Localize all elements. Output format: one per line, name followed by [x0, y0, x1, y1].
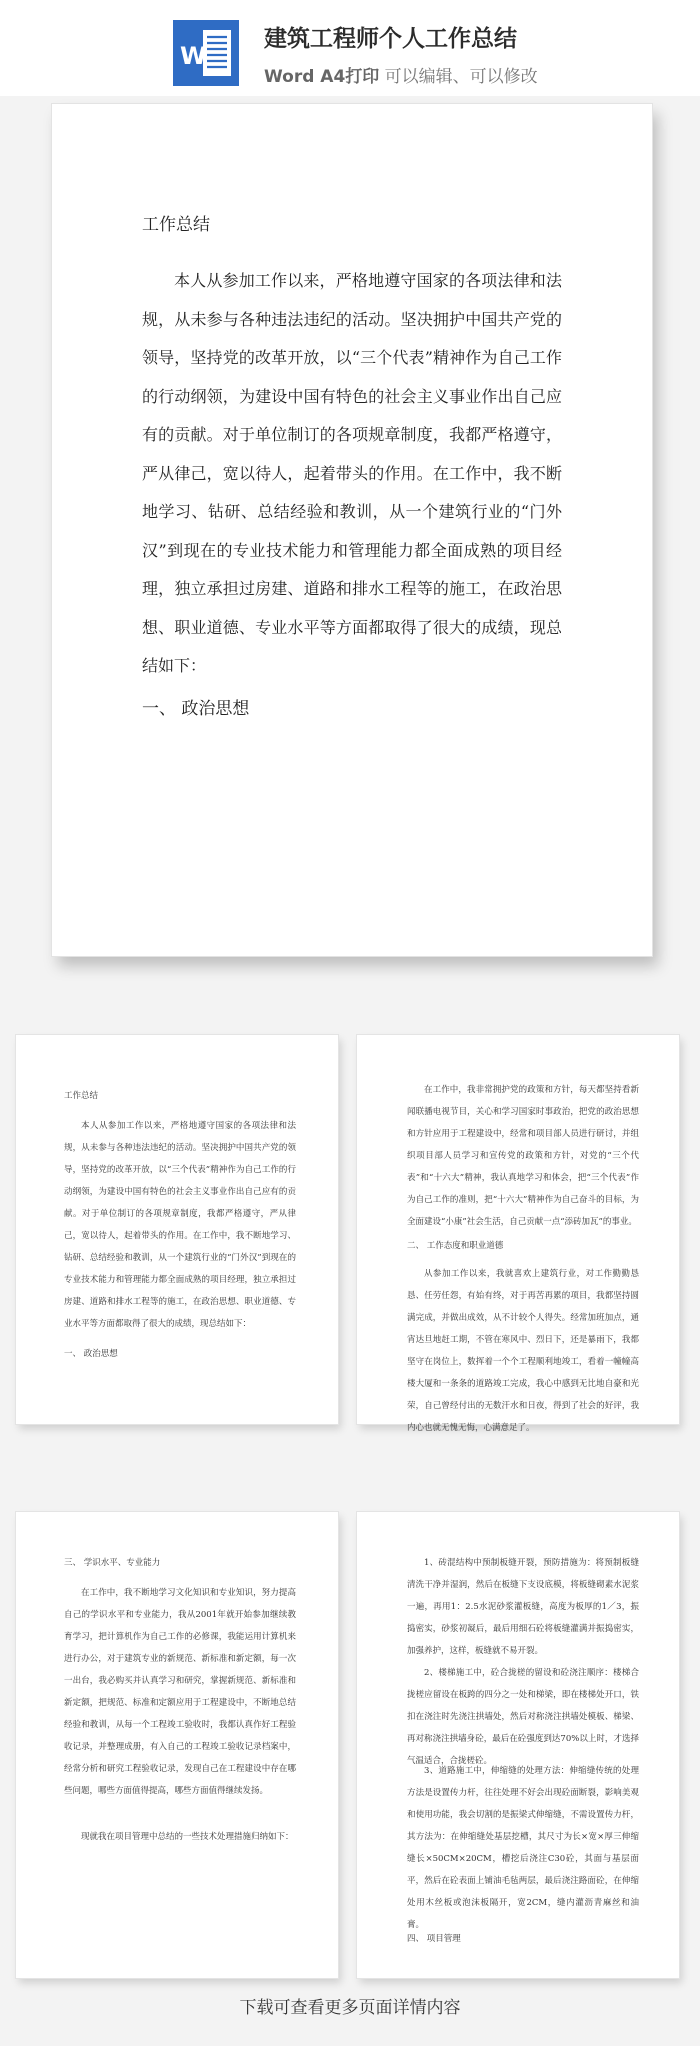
page-thumbnail-2[interactable] [357, 1035, 679, 1433]
thumb-heading: 工作总结 [64, 1091, 99, 1101]
thumb-paragraph: 在工作中，我不断地学习文化知识和专业知识，努力提高自己的学识水平和专业能力，我从2001年就开始参加继续教育学习，把计算机作为自己工作的必修课，我能运用计算机来进行办公，对于建筑专业的新规范、新标准和新定额，每一次一出台，我必购买并认真学习和研究，掌握新规范、新标准和新定额，把规范、标准和定额应用于工程建设中，不断地总结经验和教训，从每一个工程竣工验收时，我都认真作好工程验收记录，并整理成册，有入自己的工程竣工验收记录档案中，经常分析和研究工程验收记录，发现自己在工程建设中存在哪些问题，哪些方面值得提高，哪些方面值得继续发扬。 [64, 1588, 296, 1796]
page-body-paragraph: 本人从参加工作以来，严格地遵守国家的各项法律和法规，从未参与各种违法违纪的活动。坚决拥护中国共产党的领导，坚持党的改革开放，以“三个代表”精神作为自己工作的行动纲领，为建设中国有特色的社会主义事业作出自己应有的贡献。对于单位制订的各项规章制度，我都严格遵守，严从律己，宽以待人，起着带头的作用。在工作中，我不断地学习、钻研、总结经验和教训，从一个建筑行业的“门外汉”到现在的专业技术能力和管理能力都全面成熟的项目经理，独立承担过房建、道路和排水工程等的施工，在政治思想、职业道德、专业水平等方面都取得了很大的成绩，现总结如下： [142, 271, 562, 675]
thumb-paragraph: 现就我在项目管理中总结的一些技术处理措施归纳如下： [81, 1832, 294, 1842]
thumb-paragraph: 在工作中，我非常拥护党的政策和方针，每天都坚持看新闻联播电视节目，关心和学习国家时事政治，把党的政治思想和方针应用于工程建设中，经常和项目部人员进行研讨，并组织项目部人员学习和宣传党的政策和方针，对党的“三个代表”和“十六大”精神，我认真地学习和体会，把“三个代表”作为自己工作的准则，把“十六大”精神作为自己奋斗的目标，为全面建设“小康”社会生活，自己贡献一点“添砖加瓦”的事业。 [407, 1085, 639, 1227]
subtitle-print-format: Word A4打印 [264, 67, 380, 87]
document-title: 建筑工程师个人工作总结 [264, 26, 517, 52]
thumb-section: 一、 政治思想 [64, 1349, 118, 1359]
page-thumbnail-3[interactable] [16, 1512, 338, 1978]
header-banner [0, 0, 700, 96]
thumb-paragraph: 从参加工作以来，我就喜欢上建筑行业，对工作勤勤恳恳、任劳任怨，有始有终，对于再苦再累的项目，我都坚持圆满完成，并做出成效，从不计较个人得失。经常加班加点，通宵达旦地赶工期，不管在寒风中、烈日下，还是暴雨下，我都坚守在岗位上，数挥着一个个工程顺利地竣工，看着一幢幢高楼大厦和一条条的道路竣工完成，我心中感到无比地自豪和光荣，自己曾经付出的无数汗水和日夜，得到了社会的好评，我内心也就无愧无悔，心满意足了。 [407, 1269, 639, 1433]
subtitle-editable-note: 可以编辑、可以修改 [379, 67, 538, 87]
section-heading: 一、 政治思想 [142, 699, 250, 719]
thumb-section: 二、 工作态度和职业道德 [407, 1241, 504, 1251]
word-document-icon [173, 20, 239, 86]
thumb-section: 四、 项目管理 [407, 1934, 461, 1944]
thumb-paragraph: 本人从参加工作以来，严格地遵守国家的各项法律和法规，从未参与各种违法违纪的活动。坚决拥护中国共产党的领导，坚持党的改革开放，以“三个代表”精神作为自己工作的行动纲领，为建设中国有特色的社会主义事业作出自己应有的贡献。对于单位制订的各项规章制度，我都严格遵守，严从律己，宽以待人，起着带头的作用。在工作中，我不断地学习、钻研、总结经验和教训，从一个建筑行业的“门外汉”到现在的专业技术能力和管理能力都全面成熟的项目经理，独立承担过房建、道路和排水工程等的施工，在政治思想、职业道德、专业水平等方面都取得了很大的成绩，现总结如下： [64, 1121, 296, 1329]
thumb-section: 三、 学识水平、专业能力 [64, 1558, 161, 1568]
page-heading: 工作总结 [142, 215, 210, 235]
page-thumbnail-4[interactable] [357, 1512, 679, 1978]
page-thumbnail-1[interactable] [16, 1035, 338, 1424]
download-more-link[interactable]: 下载可查看更多页面详情内容 [239, 1998, 461, 2018]
document-subtitle [264, 62, 538, 87]
word-icon-letter: W [180, 42, 207, 70]
thumb-list-item: 2、楼梯施工中，砼合拢槎的留设和砼浇注顺序：楼梯合拢槎应留设在板跨的四分之一处和梯梁，即在楼梯处开口，铁扣在浇注时先浇注拱墙处，然后对称浇注拱墙处模板、梯梁、再对称浇注拱墙身砼，最后在砼强度到达70%以上时，才选择气温适合，合拢槎砼。 [407, 1668, 639, 1766]
thumb-list-item: 3、道路施工中，伸缩缝的处理方法：伸缩缝传统的处理方法是设置传力杆，往往处理不好会出现砼面断裂，影响美观和使用功能，我会切割的是振梁式伸缩缝，不需设置传力杆，其方法为：在伸缩缝处基层挖槽，其尺寸为长×宽×厚三伸缩缝长×50CM×20CM，槽挖后浇注C30砼，其面与基层面平，然后在砼表面上铺油毛毡两层，最后浇注路面砼，在伸缩处用木丝板或泡沫板隔开，宽2CM，缝内灌沥青麻丝和油膏。 [407, 1766, 639, 1930]
document-page-preview [52, 104, 652, 956]
thumb-list-item: 1、砖混结构中预制板缝开裂，预防措施为：将预制板缝清洗干净并湿润，然后在板缝下支设底模，将板缝砌素水泥浆一遍，再用1：2.5水泥砂浆灌板缝，高度为板厚的1／3，振捣密实，砂浆初凝后，最后用细石砼将板缝灌满并振捣密实，加强养护，这样，板缝就不易开裂。 [407, 1558, 639, 1656]
